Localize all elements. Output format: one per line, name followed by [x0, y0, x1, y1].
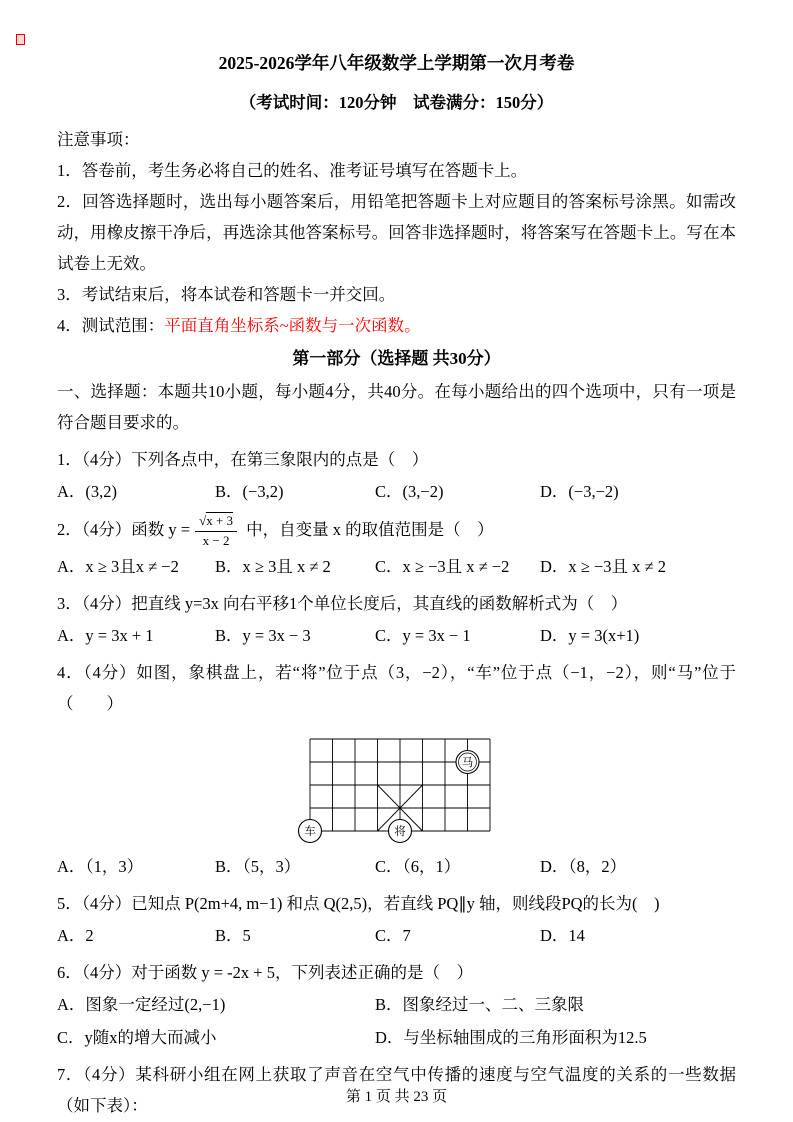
option-value: (3,2): [85, 482, 118, 501]
red-anchor-icon: [16, 34, 25, 45]
sqrt-sign: √: [199, 513, 207, 528]
option-label: B．: [375, 994, 403, 1014]
q2-option-a: [57, 551, 215, 582]
question-4-stem: 4．（4分）如图，象棋盘上，若“将”位于点（3，−2），“车”位于点（−1，−2），则“马”位于（ ）: [57, 662, 736, 713]
svg-text:车: 车: [304, 825, 316, 838]
q2-math-lhs: y =: [168, 520, 191, 540]
option-value: （1，3）: [85, 856, 144, 876]
question-7-stem: 7．（4分）某科研小组在网上获取了声音在空气中传播的速度与空气温度的关系的一些数据（如下表）：: [57, 1064, 736, 1115]
q2-option-b: [215, 551, 375, 582]
option-value: x ≥ −3且 x ≠ −2: [402, 556, 510, 576]
question-4-options: [57, 851, 736, 882]
fraction: [195, 513, 237, 550]
option-label: A．: [57, 556, 86, 576]
fraction-numerator: [195, 513, 237, 532]
q3-option-a: [57, 620, 215, 651]
page-title: 2025-2026学年八年级数学上学期第一次月考卷: [218, 53, 575, 73]
option-value: x ≥ −3且 x ≠ 2: [568, 556, 666, 576]
chessboard-figure: [292, 723, 736, 849]
option-value: y = 3x − 1: [402, 625, 471, 645]
option-value: （8，2）: [568, 856, 627, 876]
option-label: A．: [57, 482, 86, 501]
option-value: (3,−2): [402, 482, 444, 501]
option-value: (−3,2): [242, 482, 284, 501]
horse-piece: [456, 750, 479, 773]
option-label: A．: [57, 925, 86, 945]
notice-item-2: 2．回答选择题时，选出每小题答案后，用铅笔把答题卡上对应题目的答案标号涂黑。如需改动，用橡皮擦干净后，再选涂其他答案标号。回答非选择题时，将答案写在答题卡上。写在本试卷上无效。: [57, 192, 736, 273]
option-label: C．: [375, 625, 403, 645]
option-label: C．: [375, 856, 403, 876]
question-6-options-row-1: [57, 989, 736, 1020]
option-label: D．: [375, 1027, 404, 1047]
q4-option-d: [540, 851, 736, 882]
exam-subtitle: （考试时间：120分钟 试卷满分：150分）: [239, 93, 554, 112]
question-2-stem: [57, 513, 736, 550]
fraction-denominator: x − 2: [202, 532, 230, 548]
chessboard-svg: [292, 723, 512, 849]
option-value: 图象一定经过(2,−1): [85, 994, 226, 1014]
notice-item-4: [57, 310, 736, 341]
option-value: 14: [568, 925, 585, 945]
q1-option-a: [57, 476, 215, 507]
option-label: D．: [540, 856, 569, 876]
q2-stem-suffix: 中，自变量 x 的取值范围是（ ）: [246, 520, 494, 540]
option-value: （5，3）: [242, 856, 301, 876]
q1-option-c: [375, 476, 540, 507]
option-value: y = 3(x+1): [568, 625, 640, 645]
chariot-piece: [299, 819, 322, 842]
q6-option-b: [375, 989, 736, 1020]
test-scope-text: 平面直角坐标系~函数与一次函数。: [164, 316, 421, 335]
general-piece: [389, 819, 412, 842]
q5-option-d: [540, 920, 736, 951]
q3-option-d: [540, 620, 736, 651]
q5-option-a: [57, 920, 215, 951]
option-value: y随x的增大而减小: [84, 1027, 217, 1047]
notice-item-1: 1．答卷前，考生务必将自己的姓名、准考证号填写在答题卡上。: [57, 161, 528, 180]
question-2-options: [57, 551, 736, 582]
option-value: y = 3x − 3: [242, 625, 311, 645]
option-label: A．: [57, 625, 86, 645]
question-6-options-row-2: [57, 1022, 736, 1053]
option-label: C．: [375, 925, 403, 945]
option-label: A．: [57, 994, 86, 1014]
q4-option-a: [57, 851, 215, 882]
option-label: B．: [215, 556, 243, 576]
notice-item-3: 3．考试结束后，将本试卷和答题卡一并交回。: [57, 285, 396, 304]
option-label: A．: [57, 856, 86, 876]
option-label: D．: [540, 482, 569, 501]
q3-option-c: [375, 620, 540, 651]
q2-option-d: [540, 551, 736, 582]
option-label: B．: [215, 856, 243, 876]
question-5-options: [57, 920, 736, 951]
section-1-intro: 一、选择题：本题共10小题，每小题4分，共40分。在每小题给出的四个选项中，只有一项是符合题目要求的。: [57, 382, 736, 432]
option-value: 2: [85, 925, 94, 945]
question-3-options: [57, 620, 736, 651]
option-label: B．: [215, 625, 243, 645]
svg-text:马: 马: [461, 756, 474, 769]
q4-option-c: [375, 851, 540, 882]
q1-option-d: [540, 476, 736, 507]
option-value: （6，1）: [402, 856, 461, 876]
question-5-stem: 5．（4分）已知点 P(2m+4, m−1) 和点 Q(2,5)，若直线 PQ∥y 轴，则线段PQ的长为( ): [57, 893, 660, 913]
option-label: D．: [540, 625, 569, 645]
option-value: 与坐标轴围成的三角形面积为12.5: [403, 1027, 647, 1047]
option-value: x ≥ 3且 x ≠ 2: [242, 556, 331, 576]
question-1-options: [57, 476, 736, 507]
radicand: x + 3: [206, 513, 234, 528]
q2-option-c: [375, 551, 540, 582]
option-label: B．: [215, 925, 243, 945]
q5-option-c: [375, 920, 540, 951]
notice-item-4-prefix: 4．测试范围：: [57, 316, 165, 335]
page-footer: 第 1 页 共 23 页: [345, 1089, 448, 1105]
option-label: D．: [540, 556, 569, 576]
option-value: 图象经过一、二、三象限: [402, 994, 585, 1014]
option-value: (−3,−2): [568, 482, 619, 501]
q6-option-c: [57, 1022, 375, 1053]
q1-option-b: [215, 476, 375, 507]
section-1-title: 第一部分（选择题 共30分）: [292, 349, 501, 368]
q6-option-d: [375, 1022, 736, 1053]
option-label: C．: [57, 1027, 85, 1047]
option-value: 7: [402, 925, 411, 945]
option-label: D．: [540, 925, 569, 945]
q6-option-a: [57, 989, 375, 1020]
question-1-stem: 1．（4分）下列各点中，在第三象限内的点是（ ）: [57, 450, 429, 469]
option-value: 5: [242, 925, 251, 945]
q2-stem-prefix: 2．（4分）函数: [57, 520, 165, 540]
option-value: y = 3x + 1: [85, 625, 154, 645]
question-6-stem: 6．（4分）对于函数 y = -2x + 5，下列表述正确的是（ ）: [57, 962, 473, 982]
notices-heading: 注意事项：: [57, 130, 140, 149]
svg-text:将: 将: [394, 825, 406, 838]
q5-option-b: [215, 920, 375, 951]
option-label: C．: [375, 556, 403, 576]
option-value: x ≥ 3且x ≠ −2: [85, 556, 179, 576]
option-label: B．: [215, 482, 243, 501]
question-3-stem: 3．（4分）把直线 y=3x 向右平移1个单位长度后，其直线的函数解析式为（ ）: [57, 593, 628, 613]
option-label: C．: [375, 482, 403, 501]
q3-option-b: [215, 620, 375, 651]
q4-option-b: [215, 851, 375, 882]
